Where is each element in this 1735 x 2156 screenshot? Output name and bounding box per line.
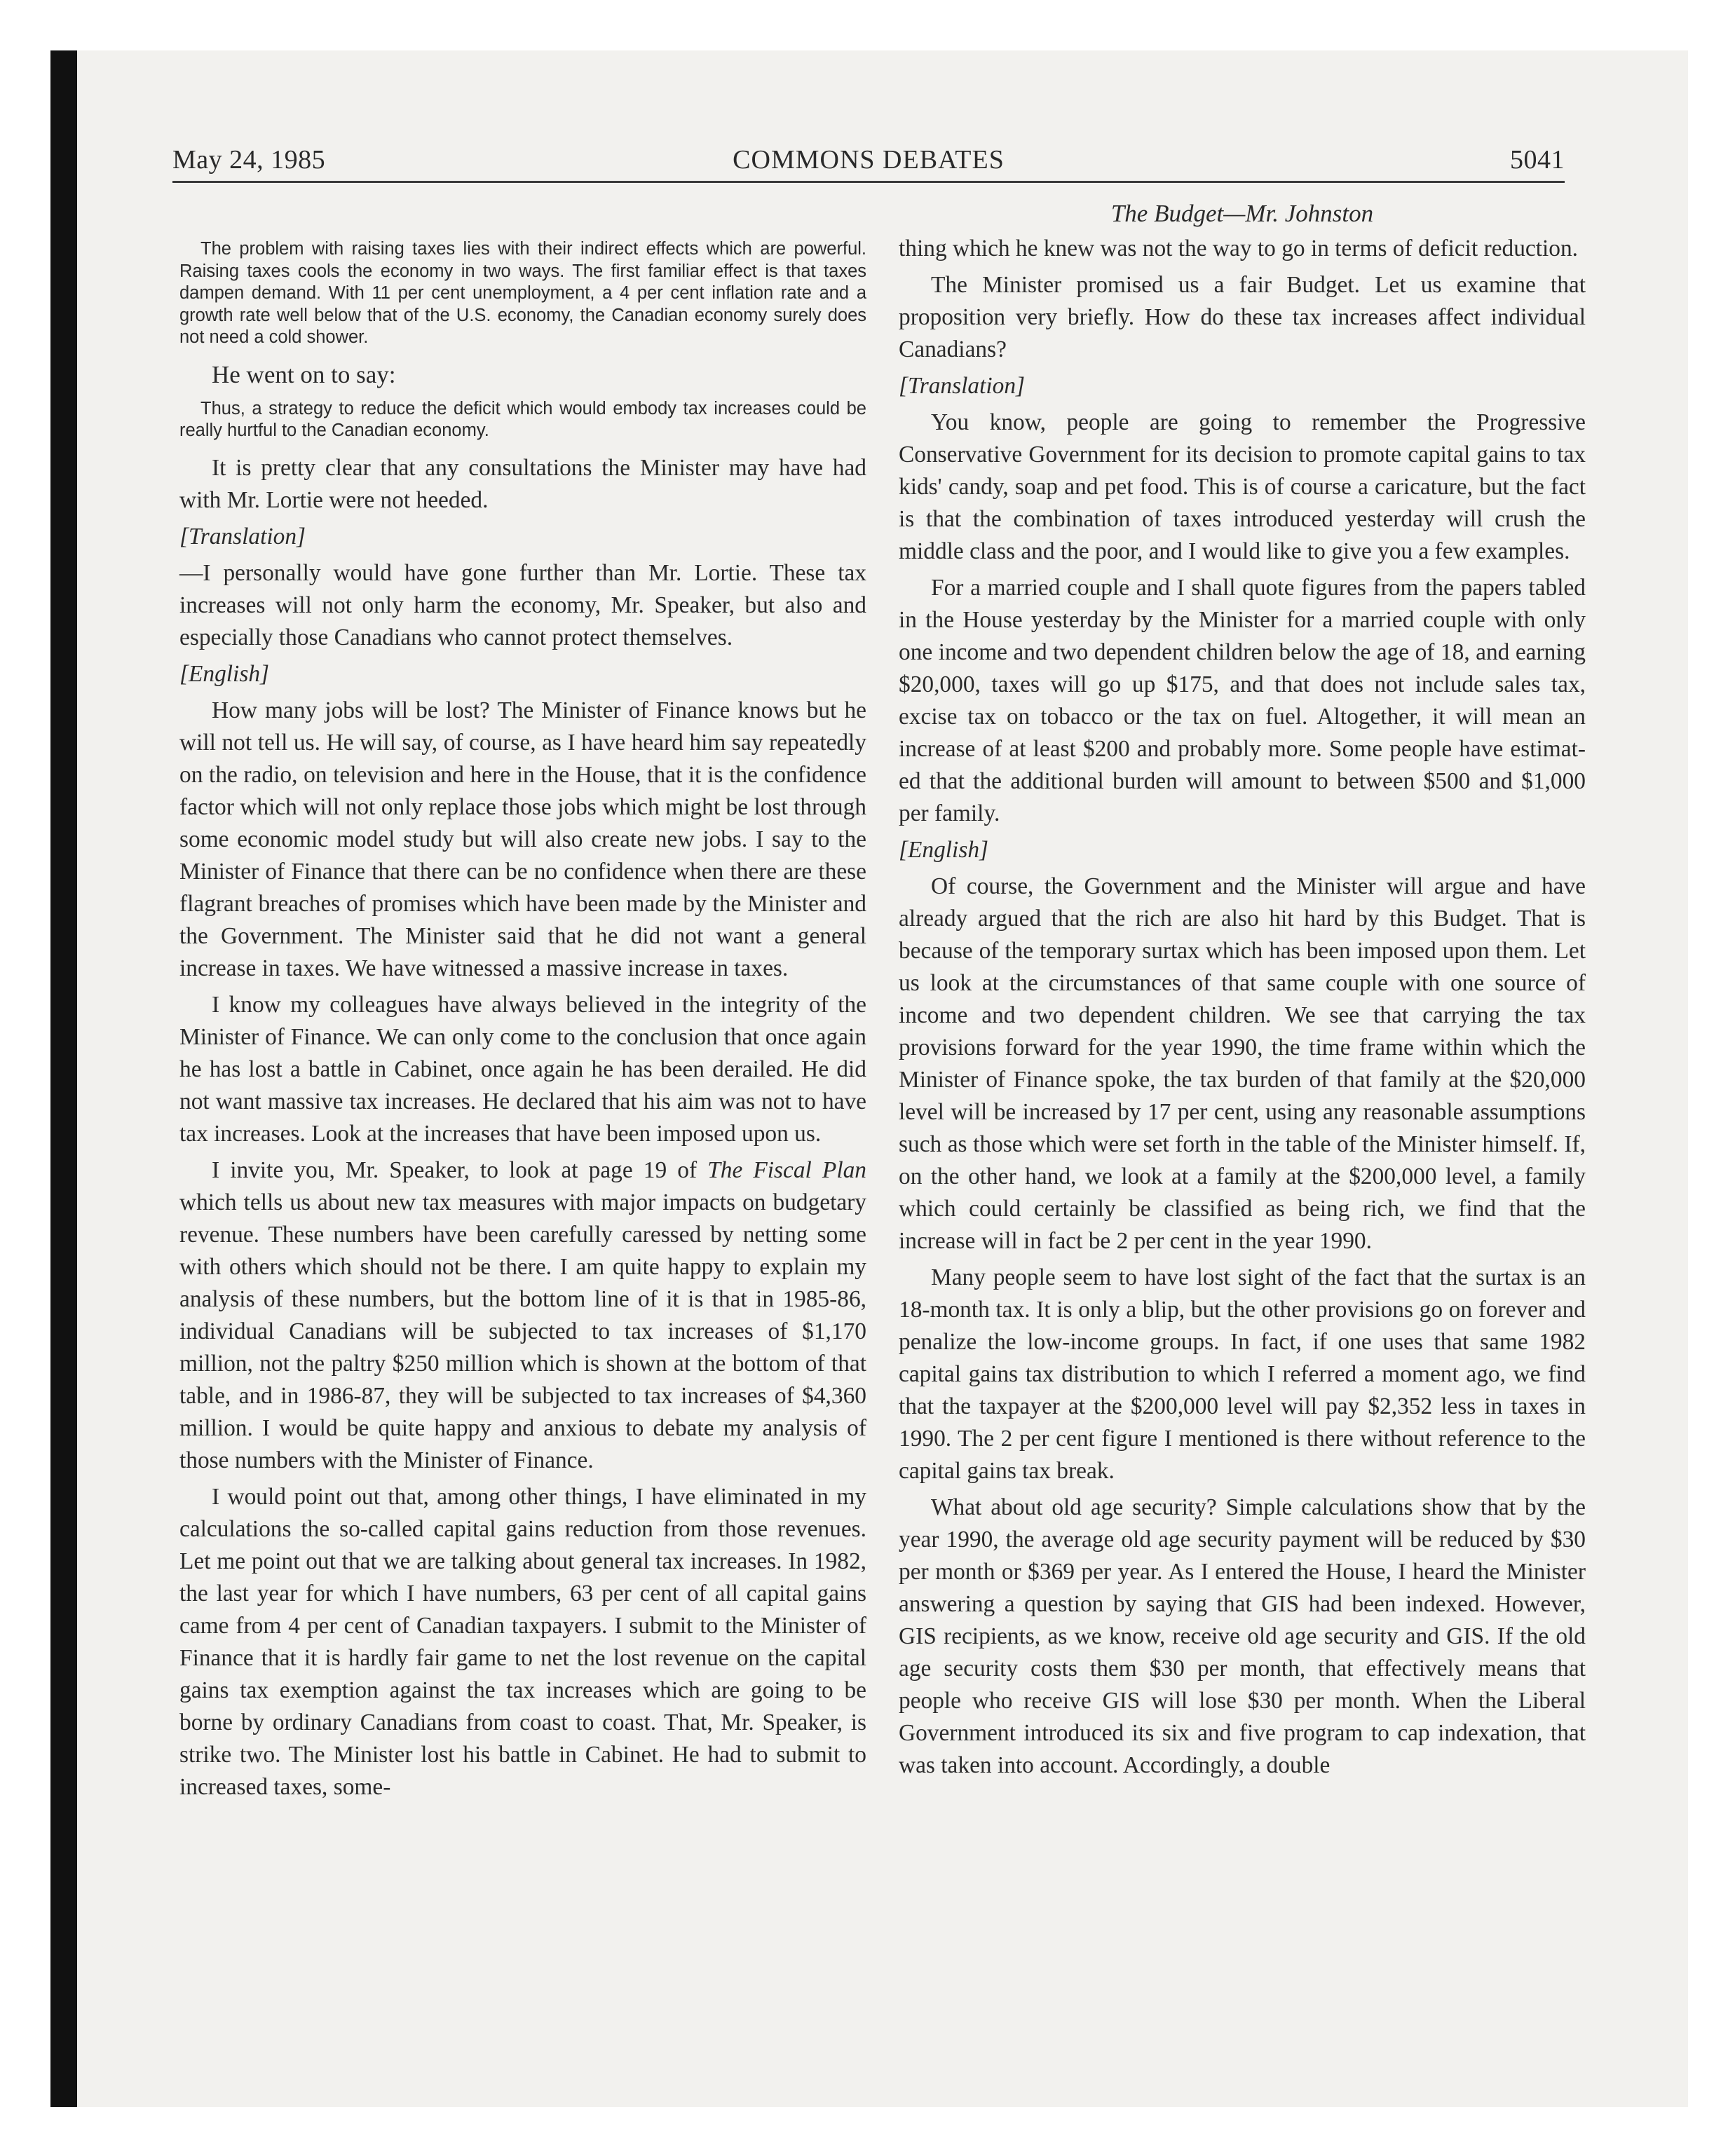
quote-block: The problem with raising taxes lies with their indirect effects which are powerful. Raising taxes cools the economy in two ways. The first familiar effect is that taxes dampen demand. With 11 per cent unemployment, a 4 per cent inflation rate and a growth rate well below that of the U.S. economy, the Canadian economy surely does not need a cold shower. [179, 239, 866, 347]
paragraph: I know my colleagues have always believed in the integrity of the Minister of Finance. We can only come to the conclusion that once again he has lost a battle in Cabinet, once again he has been derailed. He did not want massive tax increases. He declared that his aim was not to have tax increases. Look at the increases that have been imposed upon us. [179, 991, 866, 1147]
paragraph: —I personally would have gone further than Mr. Lortie. These tax increases will not only harm the economy, Mr. Speaker, but also and especially those Canadians who cannot protect themselves. [179, 559, 866, 650]
paragraph: It is pretty clear that any consultations the Minister may have had with Mr. Lortie were not heeded. [179, 454, 866, 513]
language-label: [Translation] [179, 523, 306, 550]
paragraph: What about old age security? Simple calculations show that by the year 1990, the average old age security payment will be reduced by $30 per month or $369 per year. As I entered the House, I heard the Minister answering a question by saying that GIS had been indexed. However, GIS recipients, as we know, receive old age security and GIS. If the old age security costs them $30 per month, that effectively means that people who receive GIS will lose $30 per month. When the Liberal Government introduced its six and five program to cap indexation, that was taken into account. Accordingly, a double [899, 1494, 1586, 1778]
paragraph [179, 1154, 866, 1477]
paragraph: thing which he knew was not the way to go in terms of deficit reduction. [899, 236, 1579, 261]
document-title: The Fiscal Plan [707, 1157, 866, 1183]
header-title: COMMONS DEBATES [733, 145, 1005, 175]
paragraph-text: which tells us about new tax measures with major impacts on budgetary revenue. These numbers have been carefully caressed by netting some with others which should not be there. I am quite happy to explain my analysis of these numbers, but the bottom line of it is that in 1985-86, individual Canadians will be subjected to tax increases of $1,170 million, not the paltry $250 million which is shown at the bottom of that table, and in 1986-87, they will be subjected to tax increases of $4,360 million. I would be quite happy and anxious to debate my analysis of those numbers with the Minister of Finance. [179, 1189, 866, 1473]
page-header [172, 144, 1565, 179]
paragraph: I would point out that, among other things, I have eliminated in my calculations the so-called capital gains reduction from those revenues. Let me point out that we are talking about general tax increases. In 1982, the last year for which I have numbers, 63 per cent of all capital gains came from 4 per cent of Canadian taxpayers. I submit to the Minister of Finance that it is hardly fair game to net the lost revenue on the capital gains tax exemption against the tax increases which are going to be borne by ordinary Canadians from coast to coast. That, Mr. Speaker, is strike two. The Minister lost his battle in Cabinet. He had to submit to increased taxes, some- [179, 1483, 866, 1800]
binding-edge [50, 50, 77, 2107]
paragraph: You know, people are going to remember the Progressive Conservative Government for its decision to promote capital gains to tax kids' candy, soap and pet food. This is of course a caricature, but the fact is that the combination of taxes introduced yesterday will crush the middle class and the poor, and I would like to give you a few examples. [899, 409, 1586, 564]
header-rule [172, 181, 1565, 183]
language-label: [Translation] [899, 373, 1026, 399]
paragraph: Many people seem to have lost sight of the fact that the surtax is an 18-month tax. It is only a blip, but the other provisions go on forever and penalize the low-income groups. In fact, if one uses that same 1982 capital gains tax distribution to which I referred a moment ago, we find that the taxpayer at the $200,000 level will pay $2,352 less in taxes in 1990. The 2 per cent figure I mentioned is there without reference to the capital gains tax break. [899, 1264, 1586, 1484]
page-number: 5041 [1510, 145, 1565, 175]
running-head: The Budget—Mr. Johnston [1110, 200, 1374, 227]
language-label: [English] [179, 660, 270, 687]
left-column [179, 198, 866, 1808]
paragraph: How many jobs will be lost? The Minister of Finance knows but he will not tell us. He will say, of course, as I have heard him say repeatedly on the radio, on television and here in the House, that it is the confidence factor which will not only replace those jobs which might be lost through some economic model study but will also create new jobs. I say to the Minister of Finance that there can be no confidence when there are these flagrant breaches of promises which have been made by the Minister and the Government. The Minister said that he did not want a general increase in taxes. We have witnessed a massive increase in taxes. [179, 697, 866, 981]
paragraph: For a married couple and I shall quote figures from the papers tabled in the House yesterday by the Minister for a married couple with only one income and two dependent children below the age of 18, and earning $20,000, taxes will go up $175, and that does not include sales tax, excise tax on tobacco or the tax on fuel. Altogether, it will mean an increase of at least $200 and probably more. Some people have estimated that the additional burden will amount to between $500 and $1,000 per family. [899, 575, 1586, 826]
right-column [899, 198, 1586, 1786]
quote-block: Thus, a strategy to reduce the deficit which would embody tax increases could be really hurtful to the Canadian economy. [179, 398, 866, 440]
paragraph-text: I invite you, Mr. Speaker, to look at page 19 of [212, 1157, 708, 1183]
header-date: May 24, 1985 [172, 145, 326, 175]
paragraph: The Minister promised us a fair Budget. Let us examine that proposition very briefly. How do these tax increases affect individual Canadians? [899, 272, 1586, 362]
language-label: [English] [899, 837, 989, 863]
paragraph: Of course, the Government and the Minister will argue and have already argued that the rich are also hit hard by this Budget. That is because of the temporary surtax which has been imposed upon them. Let us look at the circumstances of that same couple with one source of income and two dependent children. We see that carrying the tax provisions forward for the year 1990, the time frame within which the Minister of Finance spoke, the tax burden of that family at the $20,000 level will be increased by 17 per cent, using any reasonable assumptions such as those which were set forth in the table of the Minister himself. If, on the other hand, we look at a family at the $200,000 level, a family which could certainly be classified as being rich, we find that the increase will in fact be 2 per cent in the year 1990. [899, 873, 1586, 1254]
paragraph: He went on to say: [212, 360, 396, 388]
